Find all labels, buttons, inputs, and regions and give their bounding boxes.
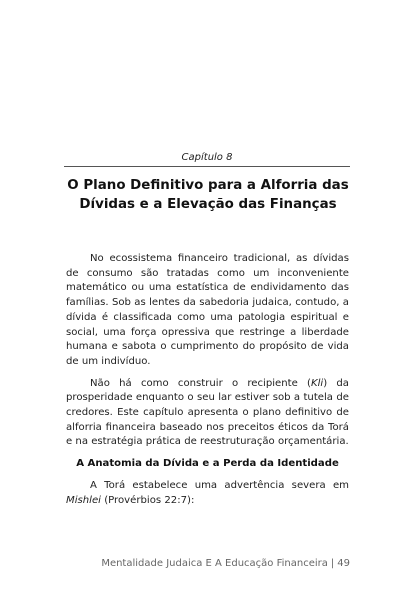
- body-text: [66, 252, 349, 508]
- paragraph-recipient-start: Não há como construir o recipiente (: [90, 377, 311, 389]
- page-footer: [60, 558, 350, 569]
- paragraph-intro: No ecossistema financeiro tradicional, as dívidas de consumo são tratadas como um inconveniente matemático ou uma estatística de endividamento das famílias. Sob as lentes da sabedoria judaica, contudo, a dívida é classificada como uma patologia espiritual e social, uma força opressiva que restringe a liberdade humana e sabota o cumprimento do propósito de vida de um indivíduo.: [66, 253, 349, 367]
- term-mishlei: Mishlei: [66, 494, 101, 506]
- term-kli: Kli: [311, 377, 324, 389]
- paragraph-torah-end: (Provérbios 22:7):: [101, 494, 195, 506]
- chapter-divider: [64, 166, 350, 167]
- paragraph-recipient: [66, 377, 349, 451]
- footer-book-title: Mentalidade Judaica E A Educação Financeira: [101, 558, 328, 569]
- paragraph-torah: [66, 479, 349, 508]
- chapter-label: Capítulo 8: [181, 152, 233, 163]
- paragraph-torah-start: A Torá estabelece uma advertência severa em: [90, 479, 349, 491]
- chapter-title: O Plano Definitivo para a Alforria das Dívidas e a Elevação das Finanças: [67, 178, 349, 212]
- paragraph-recipient-end: ) da prosperidade enquanto o seu lar estiver sob a tutela de credores. Este capítulo apresenta o plano definitivo de alforria financeira baseado nos preceitos éticos da Torá e na estratégia prática de reestruturação orçamentária.: [66, 377, 349, 448]
- footer-separator: |: [330, 558, 335, 569]
- page-number: 49: [337, 558, 350, 569]
- section-heading: A Anatomia da Dívida e a Perda da Identidade: [76, 458, 339, 470]
